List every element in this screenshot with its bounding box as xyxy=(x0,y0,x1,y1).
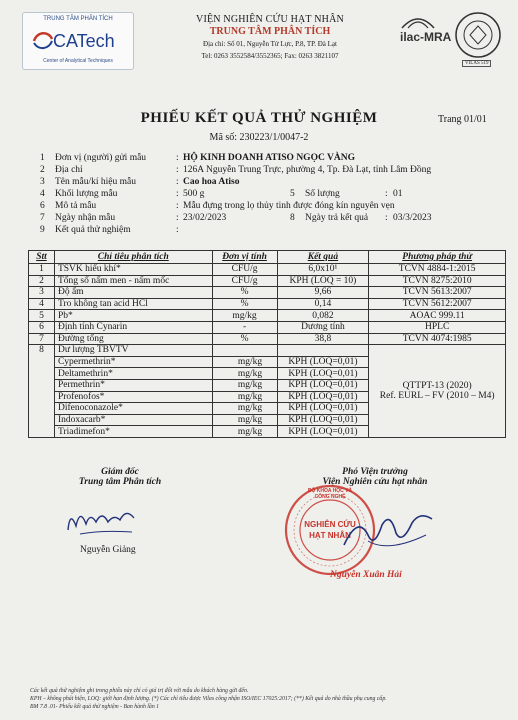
left-title-line-1: Giám đốc xyxy=(101,467,139,477)
info-num: 2 xyxy=(40,165,45,175)
center-name: TRUNG TÂM PHÂN TÍCH xyxy=(209,26,331,37)
row-unit: mg/kg xyxy=(212,426,277,438)
sample-description: Mẫu đựng trong lọ thủy tinh được đóng kín nguyên vẹn xyxy=(183,201,395,211)
pesticide-method xyxy=(369,345,506,438)
row-result: 38,8 xyxy=(277,333,369,345)
row-parameter: Dư lượng TBVTV xyxy=(54,345,212,357)
info-colon: : xyxy=(176,225,179,235)
row-unit: % xyxy=(212,333,277,345)
col-header-method: Phương pháp thử xyxy=(369,251,506,264)
row-stt: 7 xyxy=(29,333,55,345)
institute-name: VIỆN NGHIÊN CỨU HẠT NHÂN xyxy=(196,14,344,25)
row-result: KPH (LOQ=0,01) xyxy=(277,391,369,403)
return-date: 03/3/2023 xyxy=(393,213,432,223)
row-unit: mg/kg xyxy=(212,368,277,380)
sample-weight: 500 g xyxy=(183,189,205,199)
right-signature-icon xyxy=(338,505,438,560)
row-stt: 2 xyxy=(29,275,55,287)
info-label: Khối lượng mẫu xyxy=(55,189,118,199)
customer-address: 126A Nguyễn Trung Trực, phường 4, Tp. Đà Lạt, tỉnh Lâm Đồng xyxy=(183,165,432,175)
row-unit: CFU/g xyxy=(212,264,277,276)
row-result: KPH (LOQ=0,01) xyxy=(277,414,369,426)
table-row xyxy=(29,333,506,345)
info-colon: : xyxy=(385,213,388,223)
info-colon: : xyxy=(176,153,179,163)
row-unit: mg/kg xyxy=(212,414,277,426)
info-label: Ngày trả kết quả xyxy=(305,213,369,223)
row-result: KPH (LOQ=0,01) xyxy=(277,379,369,391)
footer-line-3: BM 7.8 .01- Phiếu kết quả thử nghiệm - Ban hành lần 1 xyxy=(30,704,160,710)
report-title: PHIẾU KẾT QUẢ THỬ NGHIỆM xyxy=(140,110,378,126)
row-method: AOAC 999.11 xyxy=(369,310,506,322)
page-number: Trang 01/01 xyxy=(438,114,487,125)
info-num: 5 xyxy=(290,189,295,199)
info-num: 4 xyxy=(40,189,45,199)
row-stt: 3 xyxy=(29,287,55,299)
row-method: TCVN 5613:2007 xyxy=(369,287,506,299)
table-header-row xyxy=(29,251,506,264)
report-code: Mã số: 230223/1/0047-2 xyxy=(209,132,309,143)
right-title-line-2: Viện Nghiên cứu hạt nhân xyxy=(322,477,428,487)
row-parameter: Triadimefon* xyxy=(54,426,212,438)
logo-main-text: CATech xyxy=(53,31,115,51)
row-unit: - xyxy=(212,321,277,333)
left-signer-name: Nguyễn Giảng xyxy=(80,545,136,555)
col-header-parameter: Chỉ tiêu phân tích xyxy=(54,251,212,264)
left-title-line-2: Trung tâm Phân tích xyxy=(78,477,162,487)
row-parameter: Tổng số nấm men - nấm mốc xyxy=(54,275,212,287)
row-result: 6,0x10¹ xyxy=(277,264,369,276)
center-address: Địa chỉ: Số 01, Nguyễn Tử Lực, P.8, TP. Đà Lạt xyxy=(203,40,337,48)
sample-quantity: 01 xyxy=(393,189,403,199)
table-row xyxy=(29,275,506,287)
info-label: Ngày nhận mẫu xyxy=(55,213,116,223)
row-parameter: Độ ẩm xyxy=(54,287,212,299)
row-parameter: Difenoconazole* xyxy=(54,403,212,415)
row-parameter: Cypermethrin* xyxy=(54,356,212,368)
row-result: 0,082 xyxy=(277,310,369,322)
row-method: TCVN 4074:1985 xyxy=(369,333,506,345)
info-num: 3 xyxy=(40,177,45,187)
row-unit: mg/kg xyxy=(212,391,277,403)
row-unit: CFU/g xyxy=(212,275,277,287)
pesticide-method-line-2: Ref. EURL – FV (2010 – M4) xyxy=(379,391,495,402)
table-row xyxy=(29,345,506,357)
table-row xyxy=(29,264,506,276)
info-label: Đơn vị (người) gửi mẫu xyxy=(55,153,147,163)
left-signer-title xyxy=(60,467,180,487)
row-parameter: TSVK hiếu khí* xyxy=(54,264,212,276)
footer-line-2: KPH – không phát hiện, LOQ: giới hạn định lượng. (*) Các chỉ tiêu được Vilas công nhận ISO/IEC 17025:2017; (**) Kết quả do nhà thầu phụ cung cấp. xyxy=(30,696,387,702)
right-signer-name: Nguyễn Xuân Hải xyxy=(330,570,402,580)
row-stt: 6 xyxy=(29,321,55,333)
row-result: KPH (LOQ = 10) xyxy=(277,275,369,287)
right-title-line-1: Phó Viện trưởng xyxy=(342,467,408,477)
row-result xyxy=(277,345,369,357)
row-parameter: Định tính Cynarin xyxy=(54,321,212,333)
logo-swirl-icon xyxy=(31,29,55,51)
info-label: Kết quả thử nghiệm xyxy=(55,225,131,235)
logo-sub-text: Center of Analytical Techniques xyxy=(43,58,113,64)
row-result: KPH (LOQ=0,01) xyxy=(277,426,369,438)
center-phone: Tel: 0263 3552584/3552365; Fax: 0263 3821107 xyxy=(201,52,339,60)
stamp-text-line-1: NGHIÊN CỨU xyxy=(304,520,356,529)
col-header-unit: Đơn vị tính xyxy=(212,251,277,264)
stamp-ring-text: BỘ KHOA HỌC VÀ CÔNG NGHỆ xyxy=(307,488,353,500)
row-unit: mg/kg xyxy=(212,310,277,322)
boa-accreditation-seal-icon xyxy=(452,10,504,60)
info-colon: : xyxy=(176,177,179,187)
info-num: 7 xyxy=(40,213,45,223)
row-parameter: Permethrin* xyxy=(54,379,212,391)
row-stt: 8 xyxy=(29,345,55,438)
row-method: TCVN 5612:2007 xyxy=(369,298,506,310)
row-unit: mg/kg xyxy=(212,403,277,415)
sample-name: Cao hoa Atiso xyxy=(183,177,240,187)
row-method: TCVN 8275:2010 xyxy=(369,275,506,287)
row-parameter: Pb* xyxy=(54,310,212,322)
table-row xyxy=(29,321,506,333)
info-colon: : xyxy=(176,201,179,211)
row-result: KPH (LOQ=0,01) xyxy=(277,356,369,368)
row-parameter: Đường tổng xyxy=(54,333,212,345)
row-stt: 5 xyxy=(29,310,55,322)
info-colon: : xyxy=(385,189,388,199)
row-result: Dương tính xyxy=(277,321,369,333)
info-num: 8 xyxy=(290,213,295,223)
col-header-result: Kết quả xyxy=(277,251,369,264)
row-unit: mg/kg xyxy=(212,356,277,368)
stamp-text-line-2: HẠT NHÂN xyxy=(309,531,351,540)
row-result: 0,14 xyxy=(277,298,369,310)
info-label: Địa chỉ xyxy=(55,165,83,175)
table-row xyxy=(29,287,506,299)
row-parameter: Indoxacarb* xyxy=(54,414,212,426)
row-unit: % xyxy=(212,298,277,310)
info-label: Tên mẫu/kí hiệu mẫu xyxy=(55,177,136,187)
row-result: KPH (LOQ=0,01) xyxy=(277,403,369,415)
logo-top-text: TRUNG TÂM PHÂN TÍCH xyxy=(43,16,113,22)
info-num: 1 xyxy=(40,153,45,163)
row-method: TCVN 4884-1:2015 xyxy=(369,264,506,276)
footer-line-1: Các kết quả thử nghiệm ghi trong phiếu này chỉ có giá trị đối với mẫu do khách hàng gửi đến. xyxy=(30,688,249,694)
row-stt: 4 xyxy=(29,298,55,310)
info-colon: : xyxy=(176,213,179,223)
info-label: Số lượng xyxy=(305,189,340,199)
customer-name: HỘ KINH DOANH ATISO NGỌC VÀNG xyxy=(183,153,355,163)
info-num: 6 xyxy=(40,201,45,211)
left-signature-icon xyxy=(62,500,142,540)
info-num: 9 xyxy=(40,225,45,235)
row-stt: 1 xyxy=(29,264,55,276)
row-result: KPH (LOQ=0,01) xyxy=(277,368,369,380)
results-table xyxy=(28,250,506,438)
info-colon: : xyxy=(176,189,179,199)
row-method: HPLC xyxy=(369,321,506,333)
row-result: 9,66 xyxy=(277,287,369,299)
vilas-number: VILAS 519 xyxy=(462,60,491,67)
pesticide-method-line-1: QTTPT-13 (2020) xyxy=(402,381,472,392)
table-row xyxy=(29,298,506,310)
row-unit xyxy=(212,345,277,357)
received-date: 23/02/2023 xyxy=(183,213,227,223)
info-label: Mô tả mẫu xyxy=(55,201,97,211)
row-parameter: Tro không tan acid HCl xyxy=(54,298,212,310)
row-unit: mg/kg xyxy=(212,379,277,391)
row-unit: % xyxy=(212,287,277,299)
table-row xyxy=(29,310,506,322)
info-colon: : xyxy=(176,165,179,175)
row-parameter: Profenofos* xyxy=(54,391,212,403)
ilac-mra-mark: ilac-MRA xyxy=(400,30,452,44)
col-header-stt: Stt xyxy=(29,251,55,264)
row-parameter: Deltamethrin* xyxy=(54,368,212,380)
catech-logo xyxy=(22,12,134,70)
